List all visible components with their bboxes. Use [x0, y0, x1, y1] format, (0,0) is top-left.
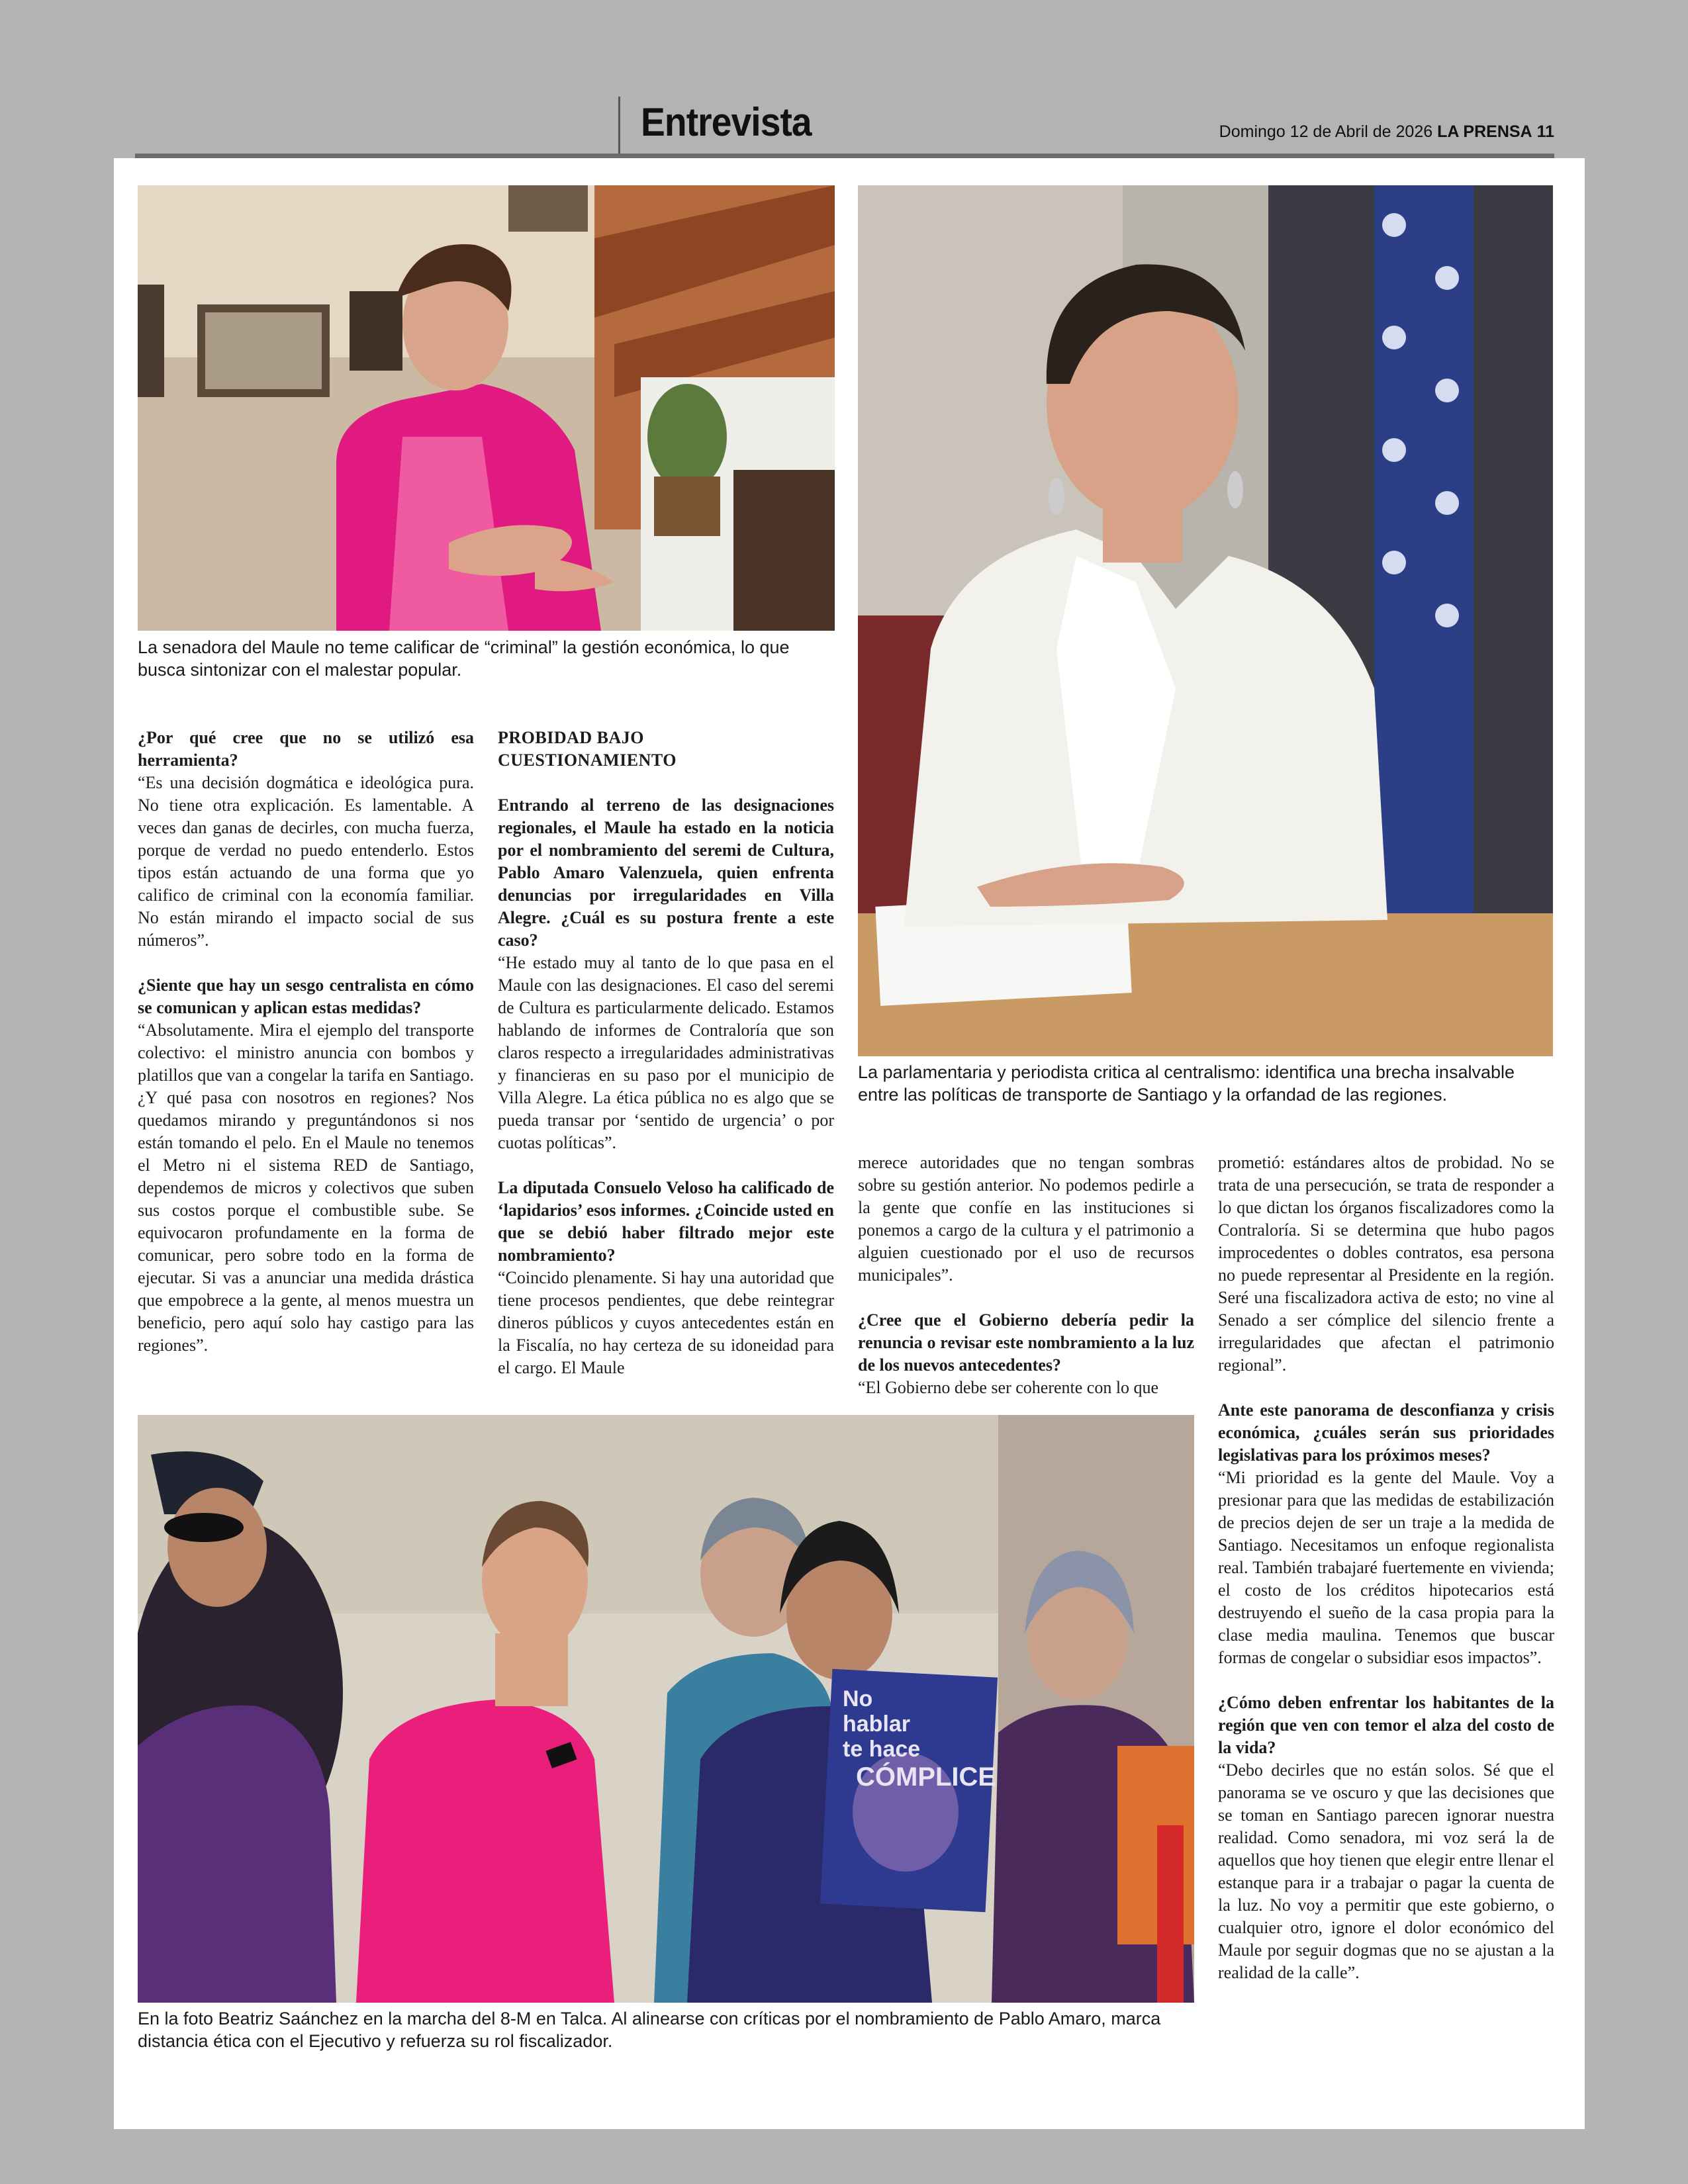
question: ¿Por qué cree que no se utilizó esa herramienta? [138, 728, 474, 770]
answer: “Coincido plenamente. Si hay una autoridad que tiene procesos pendientes, que debe reintegrar dineros públicos y cuyos antecedentes están en la Fiscalía, no hay certeza de su idoneidad para el cargo. El Maule [498, 1268, 834, 1377]
question: Entrando al terreno de las designaciones regionales, el Maule ha estado en la noticia por el nombramiento del seremi de Cultura, Pablo Amaro Valenzuela, quien enfrenta denuncias por irregularidades en Villa Alegre. ¿Cuál es su postura frente a este caso? [498, 796, 834, 950]
answer: “He estado muy al tanto de lo que pasa en el Maule con las designaciones. El caso del seremi de Cultura es particularmente delicado. Estamos hablando de informes de Contraloría que son claros respecto a irregularidades administrativas y financieras en su paso por el municipio de Villa Alegre. La ética pública no es algo que se pueda transar por ‘sentido de urgencia’ o por cuotas políticas”. [498, 953, 834, 1152]
text-column-2 [498, 727, 834, 1379]
photo-march-8m [138, 1415, 1194, 2003]
question: ¿Siente que hay un sesgo centralista en cómo se comunican y aplican estas medidas? [138, 976, 474, 1017]
issue-date: Domingo 12 de Abril de 2026 [1219, 122, 1433, 141]
poster-word-2: hablar [843, 1711, 911, 1737]
page-folio [1219, 122, 1554, 142]
answer: “Mi prioridad es la gente del Maule. Voy a presionar para que las medidas de estabilización de precios dejen de ser un traje a la medida de Santiago. Necesitamos un enfoque regionalista real. También trabajaré fuertemente en vivienda; el costo de los créditos hipotecarios está destruyendo el sueño de la casa propia para la clase media maulina. Tenemos que buscar formas de congelar o subsidiar esos impactos”. [1218, 1468, 1554, 1667]
subheading: PROBIDAD BAJO CUESTIONAMIENTO [498, 728, 677, 770]
photo-senator-gesturing [138, 185, 835, 631]
poster-word-1: No [843, 1686, 873, 1711]
answer-continued: merece autoridades que no tengan sombras sobre su gestión anterior. No podemos pedirle a la gente que confíe en las instituciones si ponemos a cargo de la cultura y el patrimonio a alguien cuestionado por el uso de recursos municipales”. [858, 1153, 1194, 1285]
page-number: 11 [1536, 122, 1554, 141]
caption-top-right: La parlamentaria y periodista critica al centralismo: identifica una brecha insalvable entre las políticas de transporte de Santiago y la orfandad de las regiones. [858, 1062, 1515, 1105]
answer: “El Gobierno debe ser coherente con lo que [858, 1378, 1159, 1397]
question: La diputada Consuelo Veloso ha calificado de ‘lapidarios’ esos informes. ¿Coincide usted en que se debió haber filtrado mejor este nombramiento? [498, 1178, 834, 1265]
answer: “Es una decisión dogmática e ideológica pura. No tiene otra explicación. Es lamentable. A veces dan ganas de decirles, con mucha fuerza, porque de verdad no puedo entenderlo. Estos tipos están actuando de una forma que yo califico de criminal con la economía familiar. No están mirando el impacto social de sus números”. [138, 773, 474, 950]
header-rule [135, 154, 1554, 158]
question: ¿Cree que el Gobierno debería pedir la renuncia o revisar este nombramiento a la luz de los nuevos antecedentes? [858, 1310, 1194, 1375]
text-column-3 [858, 1152, 1194, 1399]
text-column-1 [138, 727, 474, 1357]
poster-word-4: CÓMPLICE [856, 1762, 996, 1792]
poster-word-3: te hace [843, 1737, 921, 1762]
newspaper-name: LA PRENSA [1437, 122, 1532, 141]
question: ¿Cómo deben enfrentar los habitantes de la región que ven con temor el alza del costo de la vida? [1218, 1693, 1554, 1757]
section-title: Entrevista [641, 100, 812, 144]
caption-top-left: La senadora del Maule no teme calificar de “criminal” la gestión económica, lo que busca sintonizar con el malestar popular. [138, 637, 790, 680]
answer: “Absolutamente. Mira el ejemplo del transporte colectivo: el ministro anuncia con bombos y platillos que van a congelar la tarifa en Santiago. ¿Y qué pasa con nosotros en regiones? Nos quedamos mirando y preguntándonos si nos están tomando el pelo. En el Maule no tenemos el Metro ni el sistema RED de Santiago, dependemos de micros y colectivos que suben sus costos porque el combustible sube. Se equivocaron profundamente en la forma de comunicar, pero sobre todo en la forma de ejecutar. Si vas a anunciar una medida drástica que empobrece a la gente, al menos muestra un beneficio, pero aquí solo hay castigo para las regiones”. [138, 1021, 474, 1355]
caption-bottom: En la foto Beatriz Saánchez en la marcha del 8-M en Talca. Al alinearse con críticas por el nombramiento de Pablo Amaro, marca distancia ética con el Ejecutivo y refuerza su rol fiscalizador. [138, 2009, 1161, 2051]
answer-continued: prometió: estándares altos de probidad. No se trata de una persecución, se trata de responder a lo que dictan los órganos fiscalizadores como la Contraloría. Si se determina que hubo pagos improcedentes o dobles contratos, esa persona no puede representar al Presidente en la región. Seré una fiscalizadora activa de esto; no vine al Senado a ser cómplice del silencio frente a irregularidades que afectan el patrimonio regional”. [1218, 1153, 1554, 1375]
answer: “Debo decirles que no están solos. Sé que el panorama se ve oscuro y que las decisiones que se toman en Santiago parecen ignorar nuestra realidad. Como senadora, mi voz será la de aquellos que hoy tienen que elegir entre llenar el estanque para ir a trabajar o pagar la cuenta de la luz. No voy a permitir que este gobierno, o cualquier otro, ignore el dolor económico del Maule por seguir dogmas que no se ajustan a la realidad de la calle”. [1218, 1760, 1554, 1982]
text-column-4 [1218, 1152, 1554, 1984]
photo-senator-portrait [858, 185, 1553, 1056]
header-divider [618, 97, 620, 154]
question: Ante este panorama de desconfianza y crisis económica, ¿cuáles serán sus prioridades legislativas para los próximos meses? [1218, 1400, 1554, 1465]
